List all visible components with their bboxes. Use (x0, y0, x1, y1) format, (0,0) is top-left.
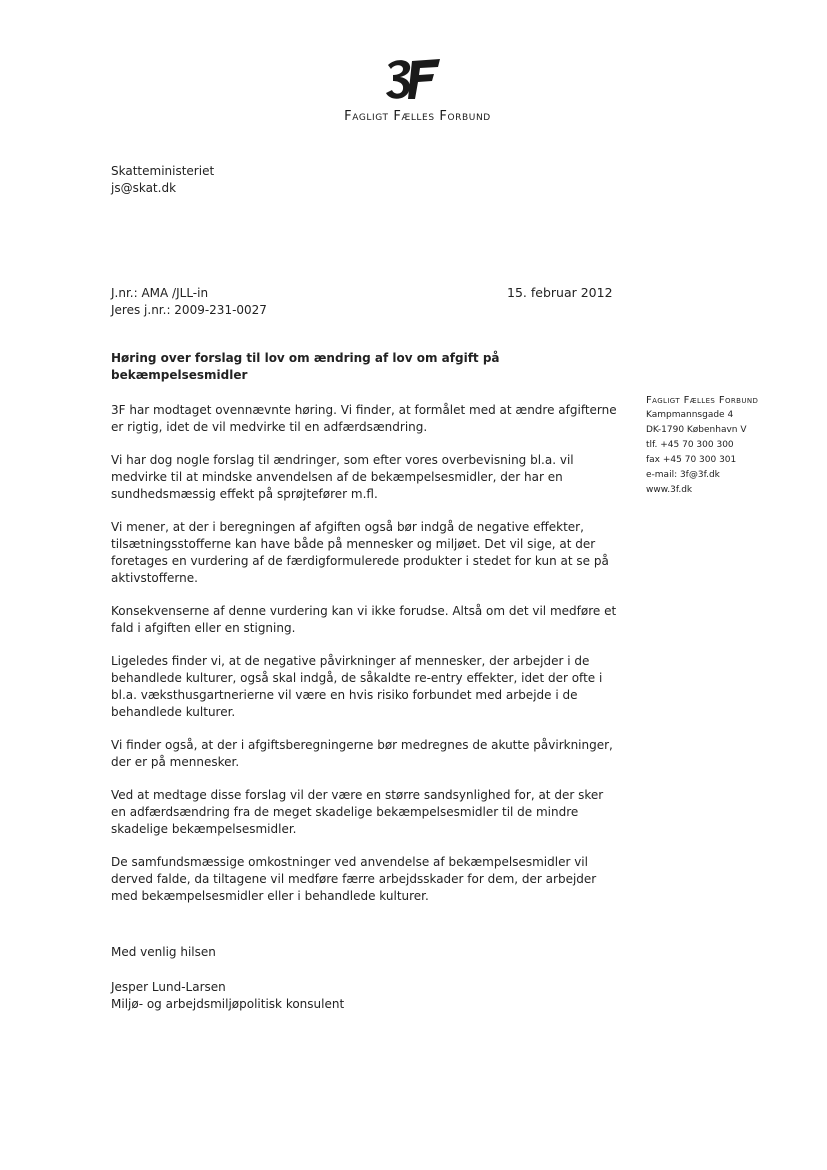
recipient-block (111, 163, 214, 197)
paragraph: Vi finder også, at der i afgiftsberegningerne bør medregnes de akutte påvirkninger, der er på mennesker. (111, 738, 613, 769)
sidebar-web: www.3f.dk (646, 485, 693, 495)
recipient-name: Skatteministeriet (111, 164, 215, 178)
paragraph: Vi har dog nogle forslag til ændringer, som efter vores overbevisning bl.a. vil medvirke til at mindske anvendelsen af de bekæmpelsesmidler, der har en sundhedsmæssig effekt på sprøjtefører m.fl. (111, 453, 574, 501)
letter-body (111, 402, 621, 921)
subject-heading: Høring over forslag til lov om ændring af lov om afgift på bekæmpelsesmidler (111, 351, 500, 382)
letter-date: 15. februar 2012 (507, 285, 613, 300)
paragraph: De samfundsmæssige omkostninger ved anvendelse af bekæmpelsesmidler vil derved falde, da tiltagene vil medføre færre arbejdsskader for dem, der arbejder med bekæmpelsesmidler eller i behandlede kulturer. (111, 855, 597, 903)
paragraph: Vi mener, at der i beregningen af afgiften også bør indgå de negative effekter, tilsætningsstofferne kan have både på mennesker og miljøet. Det vil sige, at der foretages en vurdering af de færdigformulerede produkter i stedet for kun at se på aktivstofferne. (111, 520, 609, 585)
sidebar-org-name: Fagligt Fælles Forbund (646, 395, 759, 406)
signer-title: Miljø- og arbejdsmiljøpolitisk konsulent (111, 997, 345, 1011)
3f-logo-icon (382, 55, 446, 107)
paragraph: Konsekvenserne af denne vurdering kan vi ikke forudse. Altså om det vil medføre et fald i afgiften eller en stigning. (111, 604, 617, 635)
reference-block (111, 285, 267, 319)
your-journal-number: Jeres j.nr.: 2009-231-0027 (111, 303, 267, 317)
signer-name: Jesper Lund-Larsen (111, 980, 226, 994)
recipient-email: js@skat.dk (111, 181, 177, 195)
signature-block (111, 979, 344, 1013)
journal-number: J.nr.: AMA /JLL-in (111, 286, 209, 300)
sidebar-address: Kampmannsgade 4 (646, 410, 734, 420)
paragraph: Ved at medtage disse forslag vil der være en større sandsynlighed for, at der sker en adfærdsændring fra de meget skadelige bekæmpelsesmidler til de mindre skadelige bekæmpelsesmidler. (111, 788, 604, 836)
sidebar-phone: tlf. +45 70 300 300 (646, 440, 734, 450)
paragraph: 3F har modtaget ovennævnte høring. Vi finder, at formålet med at ændre afgifterne er rigtig, idet de vil medvirke til en adfærdsændring. (111, 403, 617, 434)
sidebar-email: e-mail: 3f@3f.dk (646, 470, 720, 480)
sender-contact-sidebar (646, 393, 816, 498)
paragraph: Ligeledes finder vi, at de negative påvirkninger af mennesker, der arbejder i de behandlede kulturer, også skal indgå, de såkaldte re-entry effekter, idet der ofte i bl.a. væksthusgartnerierne vil være en hvis risiko forbundet med arbejde i de behandlede kulturer. (111, 654, 603, 719)
sidebar-fax: fax +45 70 300 301 (646, 455, 737, 465)
closing-salutation: Med venlig hilsen (111, 945, 216, 959)
sidebar-city: DK-1790 København V (646, 425, 747, 435)
org-name: Fagligt Fælles Forbund (344, 109, 491, 124)
letterhead (0, 55, 827, 124)
